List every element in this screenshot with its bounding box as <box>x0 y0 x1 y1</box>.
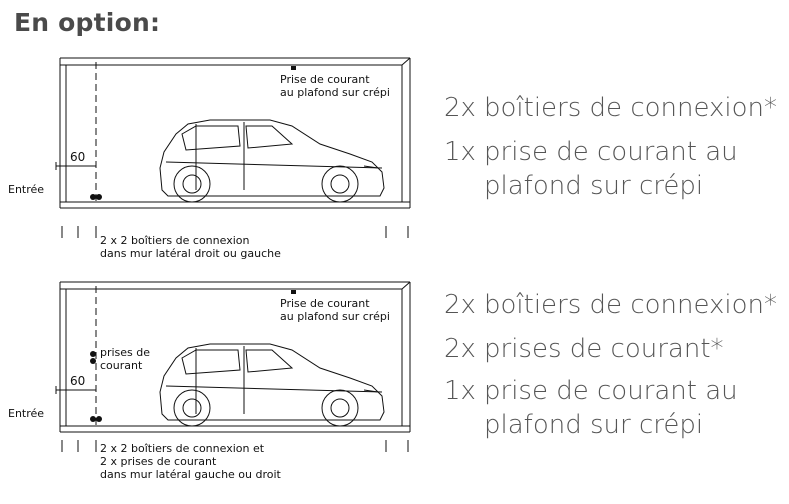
entry-label: Entrée <box>8 407 45 420</box>
bottom-label: 2 x 2 boîtiers de connexion et 2 x prises de courant dans mur latéral gauche ou droit <box>100 442 281 481</box>
garage-diagram-2 <box>0 274 430 504</box>
legend-item: 2x prises de courant* <box>444 334 724 364</box>
section-title: En option: <box>14 8 161 37</box>
dimension-label: 60 <box>70 150 86 164</box>
legend-item: 1x prise de courant au <box>444 376 738 406</box>
legend-item: 1x prise de courant au <box>444 137 738 167</box>
dimension-label: 60 <box>70 374 86 388</box>
legend-item: plafond sur crépi <box>484 410 704 440</box>
ceiling-outlet-label: Prise de courant au plafond sur crépi <box>280 73 390 99</box>
bottom-label: 2 x 2 boîtiers de connexion dans mur latéral droit ou gauche <box>100 234 281 260</box>
garage-diagram-1 <box>0 50 430 280</box>
legend-item: 2x boîtiers de connexion* <box>444 290 778 320</box>
entry-label: Entrée <box>8 183 45 196</box>
legend-item: plafond sur crépi <box>484 171 704 201</box>
legend-item: 2x boîtiers de connexion* <box>444 93 778 123</box>
ceiling-outlet-label: Prise de courant au plafond sur crépi <box>280 297 390 323</box>
side-outlet-label: prises de courant <box>100 346 151 372</box>
